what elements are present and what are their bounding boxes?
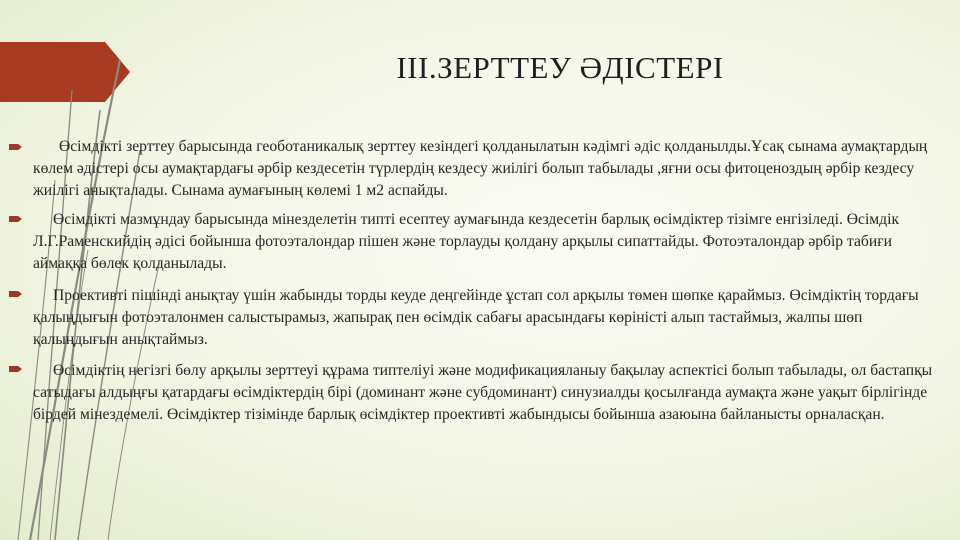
paragraph-2: Өсімдікті мазмұндау барысында мінездeлетін типті есептеу аумағында кездесетін барлық өсімдіктер тізімге енгізіледі. Өсімдік Л.Г.Раменскийдің әдісі бойынша фотоэталондар пішен және торлауды қолдану арқылы сипаттайды. Фотоэталондар әрбір табиғи аймаққа бөлек қолданылады. (33, 211, 900, 272)
pen-bullet-icon (8, 141, 23, 153)
pen-bullet-icon (8, 288, 23, 300)
paragraph-1: Өсімдікті зерттеу барысында геоботаникалық зерттеу кезіндегі қолданылатын кәдімгі әдіс қолданылды.Ұсақ сынама аумақтардың көлем әдістері осы аумақтардағы әрбір кездесетін түрлердің кездесу жиілігі болып табылады ,яғни осы фитоценоздың әрбір кездесу жиілігі анықталады. Сынама аумағының көлемі 1 м2 аспайды. (33, 138, 928, 199)
pen-bullet-icon (8, 213, 23, 225)
pen-bullet-icon (8, 363, 23, 375)
slide-title: ІІІ.ЗЕРТТЕУ ӘДІСТЕРІ (396, 50, 724, 85)
title-arrow-banner (0, 42, 130, 102)
paragraph-3: Проективті пішінді анықтау үшін жабынды торды кеуде деңгейінде ұстап сол арқылы төмен шөпке қараймыз. Өсімдіктің тордағы қалыңдығын фотоэталонмен салыстырамыз, жапырақ пен өсімдік сабағы арасындағы көріністі алып тастаймыз, жалпы шөп қалыңдығын анықтаймыз. (33, 287, 919, 348)
paragraph-4: Өсімдіктің негізгі бөлу арқылы зерттеуі құрама типтелiуі және модификацияланыу бақылау аспектісі болып табылады, ол бастапқы сатыдағы алдыңғы қатардағы өсімдіктердің бірі (доминант және субдоминант) синузиалды қосылғанда аумақта және уақыт бірлігінде бірдей мінездемелі. Өсімдіктер тізімінде барлық өсімдіктер проективті жабындысы бойынша азаюына байланысты орналасқан. (33, 362, 933, 423)
